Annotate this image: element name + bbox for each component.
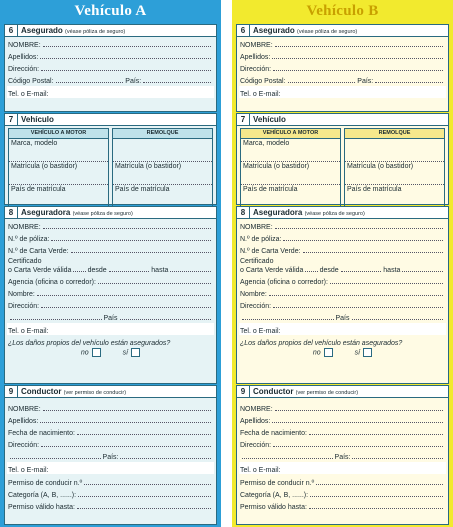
field-label: o Carta Verde válida: [8, 267, 72, 274]
insured-name-field[interactable]: [237, 37, 448, 49]
insured-section-a: [4, 24, 217, 112]
insured-postcode-field[interactable]: [5, 73, 216, 85]
field-label: Tel. o E-mail:: [240, 467, 281, 474]
insured-address-field[interactable]: [5, 61, 216, 73]
vehicle-header-a: [5, 114, 216, 126]
field-label: País:: [102, 454, 119, 461]
field-label: Dirección:: [240, 303, 272, 310]
no-label: no: [80, 348, 89, 356]
insured-address-field[interactable]: [237, 61, 448, 73]
agency-field[interactable]: [5, 274, 216, 286]
field-line: [41, 446, 211, 447]
insurer-tel-field[interactable]: [239, 323, 446, 335]
insurer-note: (véase póliza de seguro): [72, 211, 133, 217]
field-line: [273, 70, 443, 71]
insured-section-b: [236, 24, 449, 112]
trailer-title: REMOLQUE: [113, 129, 212, 139]
trailer-registration-field[interactable]: Matrícula (o bastidor): [113, 162, 212, 185]
field-line: [275, 46, 443, 47]
vehicle-title: Vehículo: [253, 115, 286, 124]
to-label: hasta: [151, 267, 169, 274]
field-label: Permiso de conducir n.º: [240, 480, 315, 487]
driver-name-field[interactable]: [5, 401, 216, 413]
field-label: Nombre:: [8, 291, 35, 298]
field-line: [275, 228, 443, 229]
field-line: [41, 70, 211, 71]
insurer-name-field[interactable]: [5, 219, 216, 231]
insurer-title: Aseguradora: [21, 208, 71, 217]
agency-name-field[interactable]: [237, 286, 448, 298]
yes-label: sí: [122, 348, 129, 356]
field-line: [352, 319, 444, 320]
no-checkbox[interactable]: [324, 348, 333, 357]
field-label: Tel. o E-mail:: [240, 91, 281, 98]
field-label: Permiso de conducir n.º: [8, 480, 83, 487]
from-label: desde: [319, 267, 339, 274]
yes-label: sí: [354, 348, 361, 356]
field-label: Permiso válido hasta:: [240, 504, 307, 511]
insurer-tel-field[interactable]: [7, 323, 214, 335]
field-line: [341, 271, 382, 272]
damage-insured-options: [5, 347, 216, 357]
section-number: 8: [5, 207, 18, 218]
field-label: Fecha de nacimiento:: [8, 430, 75, 437]
driver-name-field[interactable]: [237, 401, 448, 413]
certificate-label: Certificado: [240, 258, 274, 265]
field-label: N.º de Carta Verde:: [8, 248, 69, 255]
motor-vehicle-block: [240, 128, 341, 208]
field-line: [316, 484, 443, 485]
field-label: o Carta Verde válida: [240, 267, 304, 274]
driver-country-field[interactable]: [237, 449, 448, 461]
field-line: [43, 228, 211, 229]
field-label: Código Postal:: [8, 78, 54, 85]
agency-country-field[interactable]: [237, 310, 448, 322]
vehicle-header-b: [237, 114, 448, 126]
field-label: N.º de póliza:: [8, 236, 50, 243]
motor-vehicle-block: [8, 128, 109, 208]
driver-country-field[interactable]: [5, 449, 216, 461]
field-line: [143, 82, 211, 83]
no-checkbox[interactable]: [92, 348, 101, 357]
field-line: [269, 295, 443, 296]
field-line: [120, 319, 212, 320]
registration-field[interactable]: Matrícula (o bastidor): [241, 162, 340, 185]
green-card-field[interactable]: [5, 243, 216, 255]
trailer-block: [344, 128, 445, 208]
insured-tel-field[interactable]: [239, 86, 446, 98]
field-line: [51, 240, 211, 241]
insured-name-field[interactable]: [5, 37, 216, 49]
green-card-field[interactable]: [237, 243, 448, 255]
insured-surname-field[interactable]: [5, 49, 216, 61]
field-line: [43, 46, 211, 47]
field-line: [352, 458, 443, 459]
field-label: País:: [357, 78, 374, 85]
field-label: Dirección:: [8, 66, 40, 73]
section-number: 7: [5, 114, 18, 125]
trailer-title: REMOLQUE: [345, 129, 444, 139]
field-label: N.º de Carta Verde:: [240, 248, 301, 255]
insurer-header-a: [5, 207, 216, 219]
field-line: [40, 58, 211, 59]
driver-address-field[interactable]: [5, 437, 216, 449]
field-line: [120, 458, 211, 459]
field-label: N.º de póliza:: [240, 236, 282, 243]
certificate-label: Certificado: [8, 258, 42, 265]
make-model-field[interactable]: Marca, modelo: [9, 139, 108, 162]
field-line: [242, 319, 334, 320]
field-label: Tel. o E-mail:: [8, 467, 49, 474]
vehicle-section-b: [236, 113, 449, 205]
driver-section-b: [236, 385, 449, 525]
insurer-section-a: [4, 206, 217, 384]
section-number: 8: [237, 207, 250, 218]
insurer-section-b: [236, 206, 449, 384]
field-line: [41, 307, 211, 308]
policy-number-field[interactable]: [5, 231, 216, 243]
licence-category-field[interactable]: [5, 487, 216, 499]
field-label: Tel. o E-mail:: [8, 328, 49, 335]
field-label: NOMBRE:: [240, 224, 273, 231]
insured-note: (véase póliza de seguro): [65, 29, 126, 35]
trailer-blank-field[interactable]: [345, 139, 444, 162]
field-line: [309, 434, 443, 435]
field-line: [78, 496, 211, 497]
make-model-field[interactable]: Marca, modelo: [241, 139, 340, 162]
field-label: NOMBRE:: [240, 406, 273, 413]
insurer-name-field[interactable]: [237, 219, 448, 231]
column-gap: [221, 0, 232, 527]
licence-number-field[interactable]: [5, 475, 216, 487]
field-label: Fecha de nacimiento:: [240, 430, 307, 437]
no-label: no: [312, 348, 321, 356]
field-label: NOMBRE:: [8, 406, 41, 413]
trailer-registration-field[interactable]: Matrícula (o bastidor): [345, 162, 444, 185]
field-label: Nombre:: [240, 291, 267, 298]
damage-insured-options: [237, 347, 448, 357]
agency-field[interactable]: [237, 274, 448, 286]
yes-checkbox[interactable]: [131, 348, 140, 357]
driver-note: (ver permiso de conducir): [295, 390, 359, 396]
field-line: [273, 446, 443, 447]
field-label: Apellidos:: [240, 54, 271, 61]
agency-country-field[interactable]: [5, 310, 216, 322]
section-number: 6: [5, 25, 18, 36]
field-label: Tel. o E-mail:: [240, 328, 281, 335]
field-line: [310, 496, 443, 497]
field-label: Permiso válido hasta:: [8, 504, 75, 511]
agency-address-field[interactable]: [5, 298, 216, 310]
section-number: 9: [5, 386, 18, 397]
insurer-note: (véase póliza de seguro): [304, 211, 365, 217]
insured-header-b: [237, 25, 448, 37]
field-line: [288, 82, 356, 83]
insured-title: Asegurado: [21, 26, 63, 35]
from-label: desde: [87, 267, 107, 274]
field-label: NOMBRE:: [8, 42, 41, 49]
motor-vehicle-title: VEHÍCULO A MOTOR: [9, 129, 108, 139]
field-label: Categoría (A, B, ......):: [240, 492, 309, 499]
vehicle-b-title: Vehículo B: [306, 3, 379, 19]
field-label: Apellidos:: [8, 418, 39, 425]
driver-header-b: [237, 386, 448, 398]
field-label: Dirección:: [240, 66, 272, 73]
trailer-country-field[interactable]: País de matrícula: [347, 186, 402, 193]
insured-note: (véase póliza de seguro): [297, 29, 358, 35]
licence-valid-field[interactable]: [5, 499, 216, 511]
field-line: [98, 283, 211, 284]
vehicle-a-title: Vehículo A: [74, 3, 147, 19]
registration-country-field[interactable]: País de matrícula: [11, 186, 66, 193]
field-line: [170, 271, 211, 272]
field-label: Tel. o E-mail:: [8, 91, 49, 98]
field-line: [283, 240, 443, 241]
field-label: País:: [334, 454, 351, 461]
field-line: [77, 508, 211, 509]
driver-birthdate-field[interactable]: [5, 425, 216, 437]
field-line: [84, 484, 211, 485]
field-line: [402, 271, 443, 272]
field-line: [375, 82, 443, 83]
field-line: [37, 295, 211, 296]
yes-checkbox[interactable]: [363, 348, 372, 357]
field-line: [309, 508, 443, 509]
field-line: [273, 307, 443, 308]
field-label: Dirección:: [8, 303, 40, 310]
field-line: [272, 422, 443, 423]
driver-note: (ver permiso de conducir): [63, 390, 127, 396]
field-label: Categoría (A, B, ......):: [8, 492, 77, 499]
to-label: hasta: [383, 267, 401, 274]
licence-valid-field[interactable]: [237, 499, 448, 511]
insurer-title: Aseguradora: [253, 208, 303, 217]
field-label: Apellidos:: [8, 54, 39, 61]
field-label: NOMBRE:: [8, 224, 41, 231]
section-number: 6: [237, 25, 250, 36]
vehicle-b-column: [232, 0, 453, 527]
field-label: Dirección:: [8, 442, 40, 449]
insured-postcode-field[interactable]: [237, 73, 448, 85]
vehicle-title: Vehículo: [21, 115, 54, 124]
driver-address-field[interactable]: [237, 437, 448, 449]
field-label: País: [103, 315, 118, 322]
insured-header-a: [5, 25, 216, 37]
motor-vehicle-title: VEHÍCULO A MOTOR: [241, 129, 340, 139]
damage-question: ¿Los daños propios del vehículo están asegurados?: [8, 340, 171, 347]
field-line: [242, 458, 333, 459]
driver-surname-field[interactable]: [5, 413, 216, 425]
field-line: [109, 271, 150, 272]
field-line: [40, 422, 211, 423]
field-line: [10, 458, 101, 459]
section-number: 9: [237, 386, 250, 397]
insurer-header-b: [237, 207, 448, 219]
field-label: Agencia (oficina o corredor):: [240, 279, 328, 286]
field-line: [275, 410, 443, 411]
driver-title: Conductor: [21, 387, 62, 396]
driver-title: Conductor: [253, 387, 294, 396]
driver-tel-field[interactable]: [7, 462, 214, 474]
field-line: [10, 319, 102, 320]
registration-country-field[interactable]: País de matrícula: [243, 186, 298, 193]
field-label: País: [335, 315, 350, 322]
damage-question: ¿Los daños propios del vehículo están asegurados?: [240, 340, 403, 347]
field-line: [272, 58, 443, 59]
field-label: NOMBRE:: [240, 42, 273, 49]
field-line: [56, 82, 124, 83]
validity-field[interactable]: [5, 265, 216, 274]
licence-number-field[interactable]: [237, 475, 448, 487]
driver-birthdate-field[interactable]: [237, 425, 448, 437]
field-label: Agencia (oficina o corredor):: [8, 279, 96, 286]
field-line: [303, 252, 443, 253]
field-label: Apellidos:: [240, 418, 271, 425]
agency-address-field[interactable]: [237, 298, 448, 310]
field-line: [43, 410, 211, 411]
trailer-blank-field[interactable]: [113, 139, 212, 162]
trailer-block: [112, 128, 213, 208]
field-line: [77, 434, 211, 435]
field-line: [330, 283, 443, 284]
field-line: [73, 271, 85, 272]
agency-name-field[interactable]: [5, 286, 216, 298]
driver-surname-field[interactable]: [237, 413, 448, 425]
field-label: Dirección:: [240, 442, 272, 449]
field-line: [305, 271, 317, 272]
validity-field[interactable]: [237, 265, 448, 274]
licence-category-field[interactable]: [237, 487, 448, 499]
driver-section-a: [4, 385, 217, 525]
insured-surname-field[interactable]: [237, 49, 448, 61]
registration-field[interactable]: Matrícula (o bastidor): [9, 162, 108, 185]
insured-title: Asegurado: [253, 26, 295, 35]
trailer-country-field[interactable]: País de matrícula: [115, 186, 170, 193]
section-number: 7: [237, 114, 250, 125]
field-label: País:: [125, 78, 142, 85]
driver-header-a: [5, 386, 216, 398]
policy-number-field[interactable]: [237, 231, 448, 243]
vehicle-a-column: [0, 0, 221, 527]
field-line: [71, 252, 211, 253]
vehicle-section-a: [4, 113, 217, 205]
field-label: Código Postal:: [240, 78, 286, 85]
driver-tel-field[interactable]: [239, 462, 446, 474]
insured-tel-field[interactable]: [7, 86, 214, 98]
